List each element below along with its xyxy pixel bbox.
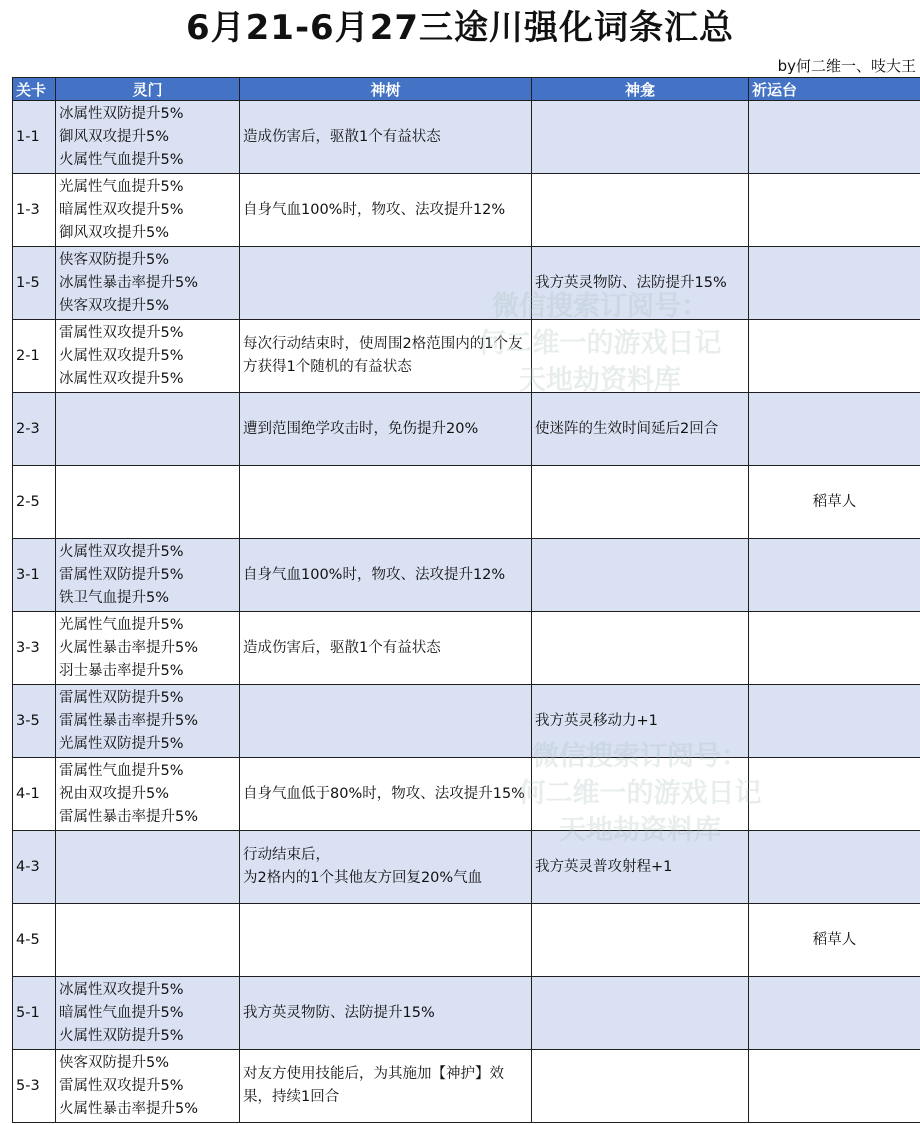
- shenshu-line: 自身气血100%时，物攻、法攻提升12%: [243, 201, 506, 218]
- shenshu-line: 行动结束后，: [243, 847, 330, 863]
- lingmen-line: 雷属性双攻提升5%: [59, 1077, 184, 1094]
- table-body: [13, 101, 920, 1123]
- shenkan-cell: [532, 320, 749, 393]
- lingmen-line: 火属性双攻提升5%: [59, 347, 184, 364]
- lingmen-cell: [56, 247, 240, 320]
- shenkan-line: 使迷阵的生效时间延后2回合: [535, 420, 719, 437]
- lingmen-line: 光属性双防提升5%: [59, 735, 184, 752]
- shenkan-cell: [532, 904, 749, 977]
- shenkan-line: 我方英灵普攻射程+1: [535, 858, 673, 875]
- watermark-line: 何二维一的游戏日记: [518, 778, 762, 809]
- lingmen-line: 暗属性气血提升5%: [59, 1004, 184, 1021]
- stage-cell: 2-5: [13, 466, 56, 539]
- shenkan-cell: [532, 393, 749, 466]
- shenshu-line: 我方英灵物防、法防提升15%: [243, 1004, 435, 1021]
- stage-cell: 4-5: [13, 904, 56, 977]
- lingmen-line: 光属性气血提升5%: [59, 178, 184, 195]
- lingmen-cell: [56, 174, 240, 247]
- stage-cell: 5-3: [13, 1050, 56, 1123]
- qiyuntai-cell: [749, 320, 920, 393]
- shenkan-line: 我方英灵物防、法防提升15%: [535, 274, 727, 291]
- lingmen-cell: [56, 831, 240, 904]
- watermark-line: 微信搜索订阅号：: [532, 741, 748, 772]
- header-shenshu: 神树: [240, 78, 532, 101]
- stage-cell: 3-5: [13, 685, 56, 758]
- table-row: [13, 101, 920, 174]
- lingmen-cell: [56, 612, 240, 685]
- lingmen-line: 光属性气血提升5%: [59, 616, 184, 633]
- stage-cell: 2-1: [13, 320, 56, 393]
- shenkan-cell: [532, 539, 749, 612]
- shenshu-cell: [240, 831, 532, 904]
- stage-cell: 1-3: [13, 174, 56, 247]
- page-title: 6月21-6月27三途川强化词条汇总: [185, 8, 735, 48]
- lingmen-line: 冰属性双防提升5%: [59, 105, 184, 122]
- shenkan-cell: [532, 174, 749, 247]
- lingmen-line: 火属性暴击率提升5%: [59, 639, 199, 656]
- qiyuntai-cell: [749, 685, 920, 758]
- qiyuntai-cell: [749, 977, 920, 1050]
- lingmen-line: 侠客双防提升5%: [59, 1054, 170, 1071]
- lingmen-line: 铁卫气血提升5%: [59, 589, 170, 606]
- lingmen-line: 侠客双攻提升5%: [59, 297, 170, 314]
- watermark-line: 微信搜索订阅号：: [492, 291, 708, 322]
- shenshu-line: 为2格内的1个其他友方回复20%气血: [243, 870, 483, 886]
- lingmen-line: 冰属性双攻提升5%: [59, 981, 184, 998]
- shenshu-cell: [240, 247, 532, 320]
- shenkan-cell: [532, 758, 749, 831]
- lingmen-cell: [56, 904, 240, 977]
- shenshu-cell: [240, 904, 532, 977]
- stage-cell: 3-3: [13, 612, 56, 685]
- lingmen-line: 祝由双攻提升5%: [59, 785, 170, 802]
- table-row: [13, 1050, 920, 1123]
- table-row: [13, 904, 920, 977]
- watermark-line: 天地劫资料库: [519, 365, 681, 396]
- shenshu-line: 每次行动结束时，使周围2格范围内的1个友方获得1个随机的有益状态: [243, 336, 523, 375]
- table-row: [13, 247, 920, 320]
- lingmen-line: 雷属性双防提升5%: [59, 566, 184, 583]
- table-row: [13, 393, 920, 466]
- qiyuntai-cell: 稻草人: [749, 904, 920, 977]
- shenshu-cell: [240, 685, 532, 758]
- lingmen-line: 火属性暴击率提升5%: [59, 1100, 199, 1117]
- table-row: [13, 685, 920, 758]
- header-shenkan: 神龛: [532, 78, 749, 101]
- qiyuntai-cell: [749, 1050, 920, 1123]
- shenshu-cell: [240, 466, 532, 539]
- lingmen-line: 火属性气血提升5%: [59, 151, 184, 168]
- table-row: [13, 174, 920, 247]
- table-row: [13, 320, 920, 393]
- shenkan-cell: [532, 466, 749, 539]
- lingmen-line: 雷属性气血提升5%: [59, 762, 184, 779]
- shenshu-line: 遭到范围绝学攻击时，免伤提升20%: [243, 420, 479, 437]
- lingmen-cell: [56, 1050, 240, 1123]
- shenkan-cell: [532, 247, 749, 320]
- table-row: [13, 612, 920, 685]
- shenshu-cell: [240, 612, 532, 685]
- lingmen-cell: [56, 685, 240, 758]
- lingmen-cell: [56, 539, 240, 612]
- shenshu-cell: [240, 174, 532, 247]
- qiyuntai-cell: [749, 831, 920, 904]
- shenshu-line: 自身气血低于80%时，物攻、法攻提升15%: [243, 785, 525, 802]
- shenshu-line: 造成伤害后，驱散1个有益状态: [243, 128, 441, 145]
- lingmen-cell: [56, 320, 240, 393]
- lingmen-cell: [56, 101, 240, 174]
- lingmen-line: 火属性双防提升5%: [59, 1027, 184, 1044]
- table-row: [13, 977, 920, 1050]
- summary-table: [12, 77, 920, 1123]
- qiyuntai-cell: [749, 101, 920, 174]
- qiyuntai-cell: [749, 247, 920, 320]
- table-row: [13, 831, 920, 904]
- qiyuntai-cell: [749, 539, 920, 612]
- table-row: [13, 466, 920, 539]
- header-stage: 关卡: [13, 78, 56, 101]
- lingmen-line: 御风双攻提升5%: [59, 128, 170, 145]
- lingmen-line: 冰属性双攻提升5%: [59, 370, 184, 387]
- shenshu-line: 对友方使用技能后，为其施加【神护】效果，持续1回合: [243, 1066, 504, 1105]
- stage-cell: 3-1: [13, 539, 56, 612]
- lingmen-line: 雷属性双防提升5%: [59, 689, 184, 706]
- header-lingmen: 灵门: [56, 78, 240, 101]
- lingmen-cell: [56, 758, 240, 831]
- shenkan-line: 我方英灵移动力+1: [535, 712, 658, 729]
- shenshu-cell: [240, 1050, 532, 1123]
- shenkan-cell: [532, 685, 749, 758]
- shenshu-cell: [240, 393, 532, 466]
- lingmen-line: 火属性双攻提升5%: [59, 543, 184, 560]
- lingmen-line: 雷属性双攻提升5%: [59, 324, 184, 341]
- table-row: [13, 539, 920, 612]
- shenkan-cell: [532, 831, 749, 904]
- watermark-line: 何二维一的游戏日记: [478, 328, 722, 359]
- lingmen-line: 暗属性双攻提升5%: [59, 201, 184, 218]
- shenshu-cell: [240, 320, 532, 393]
- lingmen-cell: [56, 393, 240, 466]
- qiyuntai-cell: [749, 612, 920, 685]
- table-row: [13, 758, 920, 831]
- lingmen-line: 羽士暴击率提升5%: [59, 662, 184, 679]
- lingmen-line: 雷属性暴击率提升5%: [59, 808, 199, 825]
- lingmen-line: 冰属性暴击率提升5%: [59, 274, 199, 291]
- lingmen-line: 雷属性暴击率提升5%: [59, 712, 199, 729]
- qiyuntai-cell: [749, 758, 920, 831]
- lingmen-line: 御风双攻提升5%: [59, 224, 170, 241]
- qiyuntai-cell: [749, 174, 920, 247]
- lingmen-cell: [56, 977, 240, 1050]
- shenshu-cell: [240, 539, 532, 612]
- lingmen-line: 侠客双防提升5%: [59, 251, 170, 268]
- stage-cell: 2-3: [13, 393, 56, 466]
- author-credit: by何二维一、吱大王: [777, 57, 916, 75]
- lingmen-cell: [56, 466, 240, 539]
- shenshu-line: 自身气血100%时，物攻、法攻提升12%: [243, 566, 506, 583]
- shenshu-cell: [240, 758, 532, 831]
- stage-cell: 5-1: [13, 977, 56, 1050]
- shenkan-cell: [532, 612, 749, 685]
- shenkan-cell: [532, 1050, 749, 1123]
- header-qiyuntai: 祈运台: [749, 78, 920, 101]
- stage-cell: 1-5: [13, 247, 56, 320]
- watermark-line: 天地劫资料库: [559, 815, 721, 846]
- shenkan-cell: [532, 101, 749, 174]
- shenshu-line: 造成伤害后，驱散1个有益状态: [243, 639, 441, 656]
- shenshu-cell: [240, 977, 532, 1050]
- stage-cell: 4-3: [13, 831, 56, 904]
- stage-cell: 4-1: [13, 758, 56, 831]
- stage-cell: 1-1: [13, 101, 56, 174]
- qiyuntai-cell: 稻草人: [749, 466, 920, 539]
- qiyuntai-cell: [749, 393, 920, 466]
- header-row: [13, 78, 920, 101]
- shenshu-cell: [240, 101, 532, 174]
- shenkan-cell: [532, 977, 749, 1050]
